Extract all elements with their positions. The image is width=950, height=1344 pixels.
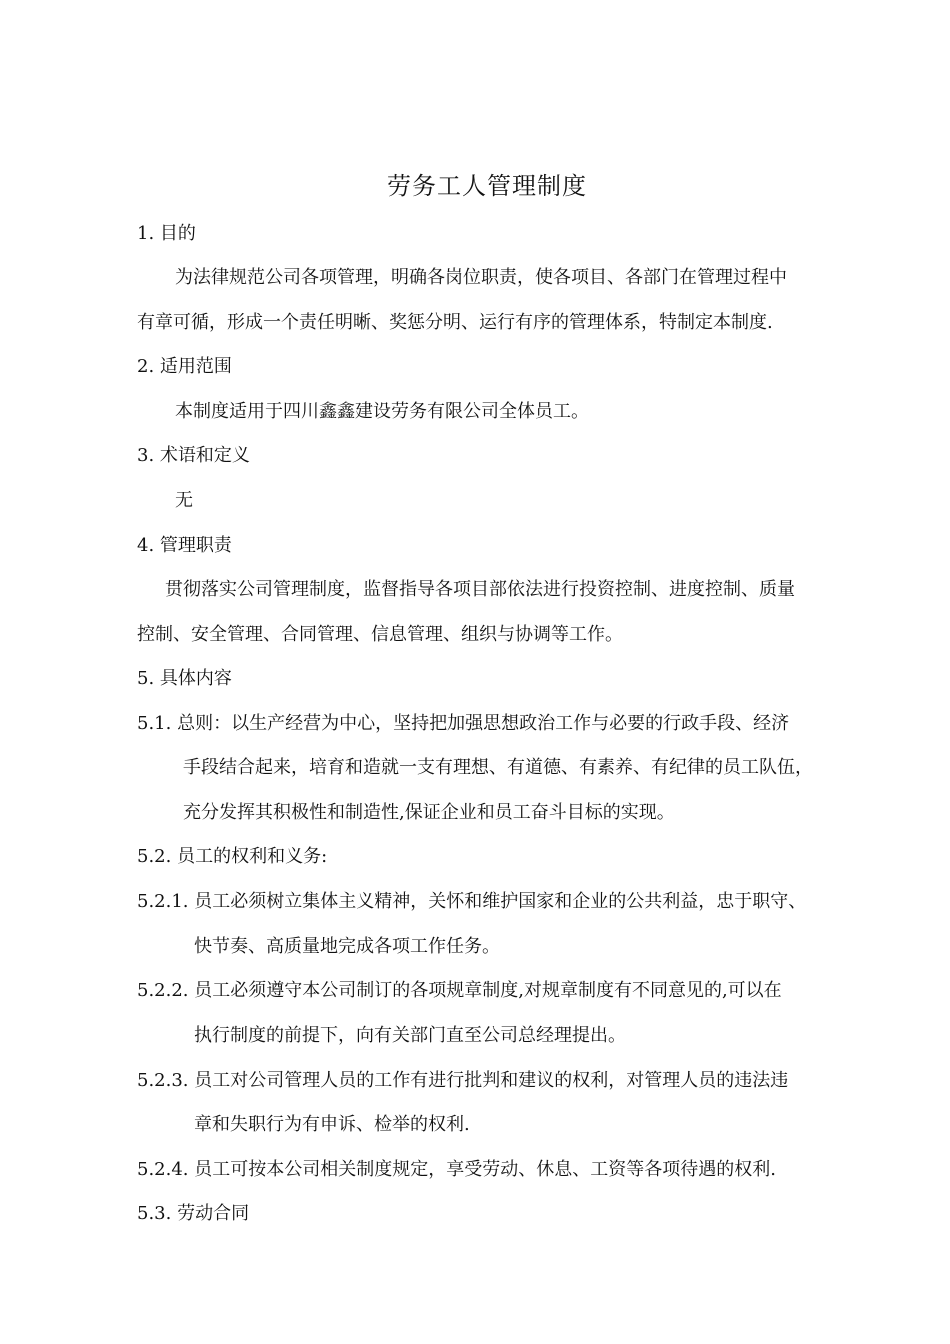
clause-5-2-3-line-2: 章和失职行为有申诉、检举的权利. — [194, 1114, 470, 1135]
clause-5-1-line-1: 5.1. 总则：以生产经营为中心，坚持把加强思想政治工作与必要的行政手段、经济 — [137, 713, 790, 734]
section-1-paragraph-line-2: 有章可循，形成一个责任明晰、奖惩分明、运行有序的管理体系，特制定本制度. — [137, 312, 773, 333]
clause-5-2-2-line-1: 5.2.2. 员工必须遵守本公司制订的各项规章制度,对规章制度有不同意见的,可以在 — [137, 980, 782, 1001]
section-3-heading: 3. 术语和定义 — [137, 445, 250, 466]
clause-5-1-line-3: 充分发挥其积极性和制造性,保证企业和员工奋斗目标的实现。 — [183, 802, 675, 823]
section-3-paragraph: 无 — [175, 490, 193, 511]
clause-5-2-2-line-2: 执行制度的前提下，向有关部门直至公司总经理提出。 — [194, 1025, 626, 1046]
section-4-paragraph-line-2: 控制、安全管理、合同管理、信息管理、组织与协调等工作。 — [137, 624, 623, 645]
section-2-heading: 2. 适用范围 — [137, 356, 232, 377]
clause-5-2-4: 5.2.4. 员工可按本公司相关制度规定，享受劳动、休息、工资等各项待遇的权利. — [137, 1159, 776, 1180]
section-1-heading: 1. 目的 — [137, 223, 196, 244]
clause-5-2: 5.2. 员工的权利和义务: — [137, 846, 328, 867]
clause-5-3: 5.3. 劳动合同 — [137, 1203, 250, 1224]
section-1-paragraph-line-1: 为法律规范公司各项管理，明确各岗位职责，使各项目、各部门在管理过程中 — [175, 267, 787, 288]
clause-5-1-line-2: 手段结合起来，培育和造就一支有理想、有道德、有素养、有纪律的员工队伍， — [183, 757, 813, 778]
section-4-paragraph-line-1: 贯彻落实公司管理制度，监督指导各项目部依法进行投资控制、进度控制、质量 — [165, 579, 795, 600]
document-title: 劳务工人管理制度 — [387, 172, 587, 200]
section-5-heading: 5. 具体内容 — [137, 668, 232, 689]
section-2-paragraph: 本制度适用于四川鑫鑫建设劳务有限公司全体员工。 — [175, 401, 589, 422]
clause-5-2-1-line-2: 快节奏、高质量地完成各项工作任务。 — [194, 936, 500, 957]
section-4-heading: 4. 管理职责 — [137, 535, 232, 556]
clause-5-2-1-line-1: 5.2.1. 员工必须树立集体主义精神，关怀和维护国家和企业的公共利益，忠于职守、 — [137, 891, 807, 912]
clause-5-2-3-line-1: 5.2.3. 员工对公司管理人员的工作有进行批判和建议的权利，对管理人员的违法违 — [137, 1070, 789, 1091]
